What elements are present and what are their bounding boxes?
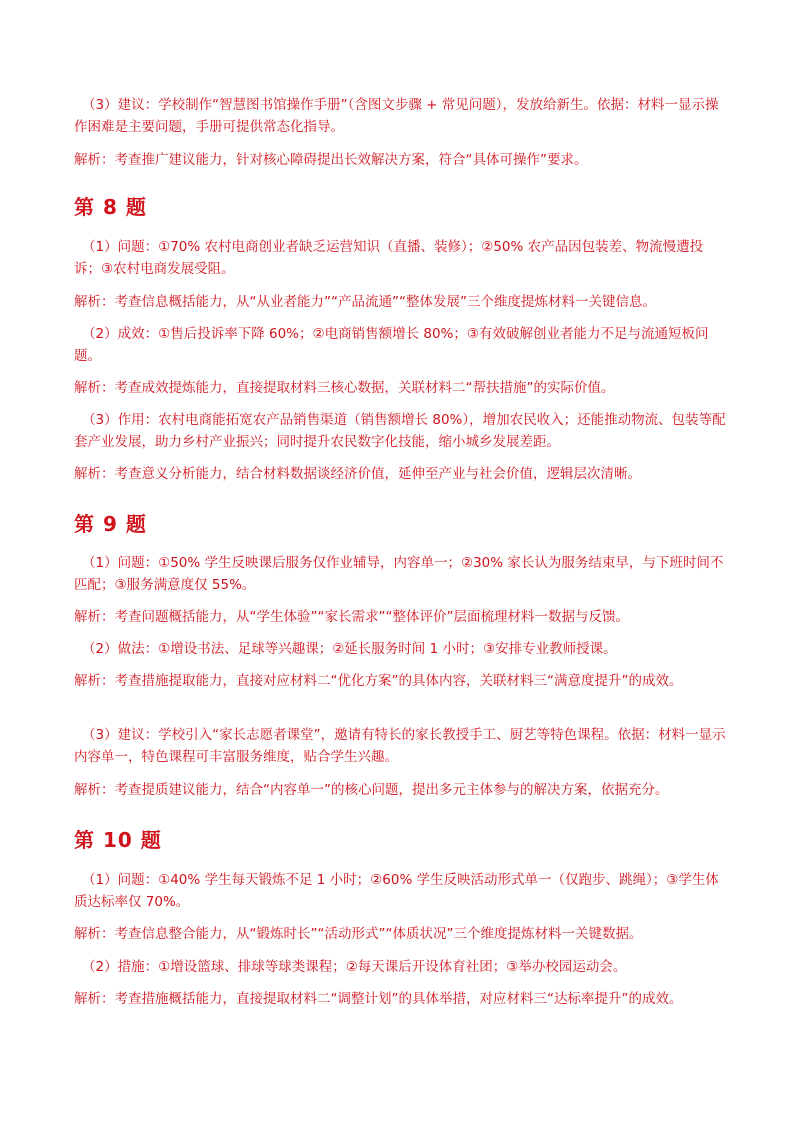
q9-heading: 第 9 题: [74, 512, 147, 536]
q10-answer-1: （1）问题：①40% 学生每天锻炼不足 1 小时；②60% 学生反映活动形式单一（仅跑步、跳绳）；③学生体质达标率仅 70%。: [74, 872, 719, 910]
q9-analysis-3: 解析：考查提质建议能力，结合“内容单一”的核心问题，提出多元主体参与的解决方案，依据充分。: [74, 782, 669, 798]
q10-heading: 第 10 题: [74, 828, 162, 852]
q8-heading: 第 8 题: [74, 195, 147, 219]
q8-answer-3: （3）作用：农村电商能拓宽农产品销售渠道（销售额增长 80%），增加农民收入；还能推动物流、包装等配套产业发展，助力乡村产业振兴；同时提升农民数字化技能，缩小城乡发展差距。: [74, 412, 726, 450]
q10-answer-2: （2）措施：①增设篮球、排球等球类课程；②每天课后开设体育社团；③举办校园运动会。: [82, 959, 627, 975]
q9-analysis-1: 解析：考查问题概括能力，从“学生体验”“家长需求”“整体评价”层面梳理材料一数据与反馈。: [74, 609, 629, 625]
q9-answer-1: （1）问题：①50% 学生反映课后服务仅作业辅导，内容单一；②30% 家长认为服务结束早，与下班时间不匹配；③服务满意度仅 55%。: [74, 555, 724, 593]
q9-answer-2: （2）做法：①增设书法、足球等兴趣课；②延长服务时间 1 小时；③安排专业教师授课。: [82, 641, 617, 657]
q9-answer-3: （3）建议：学校引入“家长志愿者课堂”，邀请有特长的家长教授手工、厨艺等特色课程。依据：材料一显示内容单一，特色课程可丰富服务维度，贴合学生兴趣。: [74, 727, 726, 765]
q8-analysis-1: 解析：考查信息概括能力，从“从业者能力”“产品流通”“整体发展”三个维度提炼材料一关键信息。: [74, 294, 656, 310]
q7-analysis-3: 解析：考查推广建议能力，针对核心障碍提出长效解决方案，符合“具体可操作”要求。: [74, 152, 588, 168]
q9-analysis-2: 解析：考查措施提取能力，直接对应材料二“优化方案”的具体内容，关联材料三“满意度提升”的成效。: [74, 673, 683, 689]
q10-analysis-2: 解析：考查措施概括能力，直接提取材料二“调整计划”的具体举措，对应材料三“达标率提升”的成效。: [74, 991, 683, 1007]
q8-answer-2: （2）成效：①售后投诉率下降 60%；②电商销售额增长 80%；③有效破解创业者能力不足与流通短板问题。: [74, 326, 709, 364]
q8-analysis-3: 解析：考查意义分析能力，结合材料数据谈经济价值，延伸至产业与社会价值，逻辑层次清晰。: [74, 466, 641, 482]
q7-answer-3: （3）建议：学校制作“智慧图书馆操作手册”（含图文步骤 + 常见问题），发放给新生。依据：材料一显示操作困难是主要问题，手册可提供常态化指导。: [74, 97, 719, 135]
q10-analysis-1: 解析：考查信息整合能力，从“锻炼时长”“活动形式”“体质状况”三个维度提炼材料一关键数据。: [74, 926, 643, 942]
q8-analysis-2: 解析：考查成效提炼能力，直接提取材料三核心数据，关联材料二“帮扶措施”的实际价值。: [74, 380, 615, 396]
q8-answer-1: （1）问题：①70% 农村电商创业者缺乏运营知识（直播、装修）；②50% 农产品因包装差、物流慢遭投诉；③农村电商发展受阻。: [74, 239, 704, 277]
